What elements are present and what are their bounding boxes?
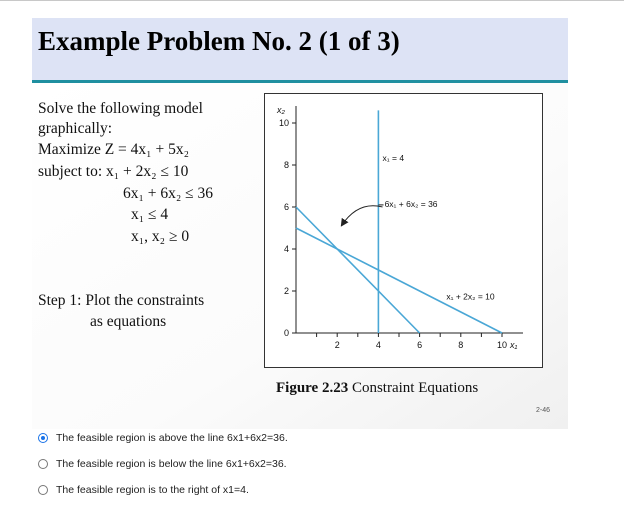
pointer-arrow xyxy=(341,206,382,226)
radio-option-2[interactable] xyxy=(38,459,48,469)
option-label: The feasible region is to the right of x1=4. xyxy=(56,484,249,496)
constraint-label-1: x₁ = 4 xyxy=(382,152,405,163)
figure-caption-text: Constraint Equations xyxy=(348,380,479,396)
constraint-1: subject to: x₁ + 2x₂ ≤ 10 xyxy=(38,163,189,180)
x-tick-label: 10 xyxy=(496,340,508,350)
x-tick-label: 4 xyxy=(375,340,381,350)
y-tick-label: 0 xyxy=(283,328,289,338)
page-number: 2-46 xyxy=(536,407,551,414)
radio-option-3[interactable] xyxy=(38,485,48,495)
top-divider xyxy=(0,0,624,1)
step-line-1: Step 1: Plot the constraints xyxy=(38,292,205,309)
objective-function: Maximize Z = 4x₁ + 5x₂ xyxy=(38,141,189,158)
option-above-line[interactable] xyxy=(38,428,288,448)
problem-line-1: Solve the following model xyxy=(38,100,203,117)
option-right-of-x1[interactable] xyxy=(38,480,288,500)
y-tick-label: 4 xyxy=(283,244,289,254)
step-line-2: as equations xyxy=(90,313,167,330)
slide-title: Example Problem No. 2 (1 of 3) xyxy=(38,26,400,56)
x-tick-label: 2 xyxy=(334,340,340,350)
constraint-label-2: 6x₁ + 6x₂ = 36 xyxy=(384,199,438,209)
option-label: The feasible region is below the line 6x1+6x2=36. xyxy=(56,458,287,470)
x-tick-label: 6 xyxy=(417,340,423,350)
constraint-2: 6x₁ + 6x₂ ≤ 36 xyxy=(123,185,214,202)
x-tick-label: 8 xyxy=(458,340,464,350)
radio-option-1[interactable] xyxy=(38,433,48,443)
constraint-line-3 xyxy=(296,228,502,333)
constraint-label-3: x₁ + 2x₂ = 10 xyxy=(446,291,495,302)
y-tick-label: 6 xyxy=(283,202,289,212)
y-tick-label: 2 xyxy=(283,286,289,296)
problem-line-2: graphically: xyxy=(38,120,113,137)
constraint-line-2 xyxy=(296,207,420,333)
figure-label: Figure 2.23 xyxy=(276,380,349,396)
non-negativity: x₁, x₂ ≥ 0 xyxy=(131,228,190,245)
y-axis-label: x₂ xyxy=(277,105,285,115)
y-tick-label: 8 xyxy=(283,160,289,170)
constraint-chart xyxy=(265,94,542,367)
y-tick-label: 10 xyxy=(278,118,289,128)
figure-caption xyxy=(276,380,478,397)
option-label: The feasible region is above the line 6x1+6x2=36. xyxy=(56,432,288,444)
option-below-line[interactable] xyxy=(38,454,288,474)
x-axis-label: x₁ xyxy=(510,340,518,350)
answer-options xyxy=(38,428,288,506)
constraint-3: x₁ ≤ 4 xyxy=(131,206,169,223)
chart-frame xyxy=(264,93,543,368)
